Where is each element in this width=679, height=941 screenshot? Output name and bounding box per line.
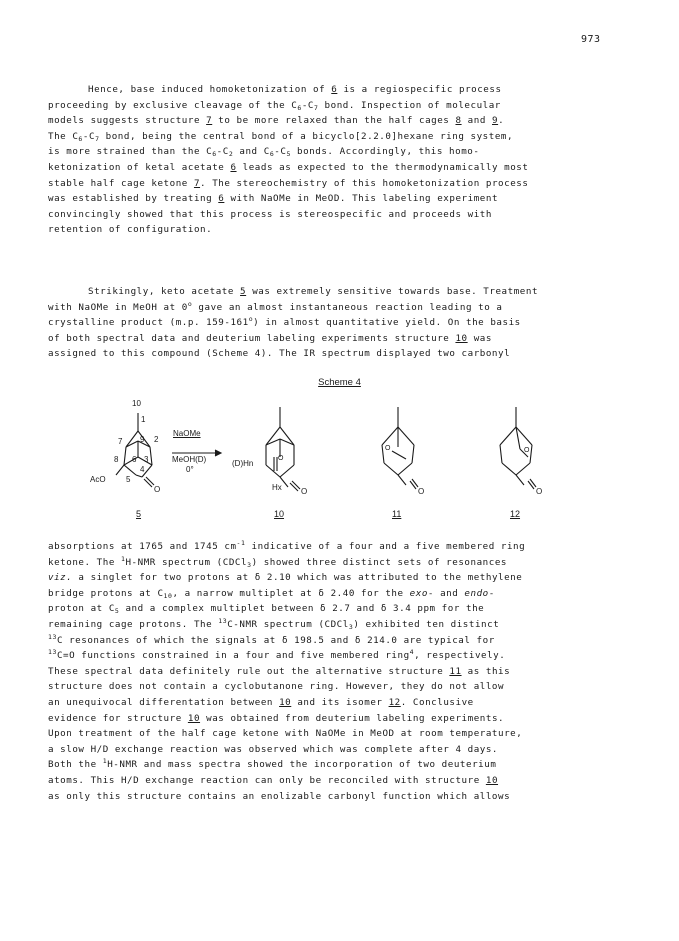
text-line: These spectral data definitely rule out the alternative structure 11 as this bbox=[48, 665, 511, 677]
text-line: Strikingly, keto acetate 5 was extremely sensitive towards base. Treatment bbox=[88, 286, 539, 297]
deuterium-label: (D)Hn bbox=[232, 459, 254, 468]
structure-5 bbox=[116, 413, 154, 487]
text-line: was established by treating 6 with NaOMe in MeOD. This labeling experiment bbox=[48, 193, 499, 205]
oxygen-label: O bbox=[301, 487, 308, 496]
text-line: a slow H/D exchange reaction was observed which was complete after 4 days. bbox=[48, 743, 499, 755]
text-line: $^{13}$C=O functions constrained in a four and five membered ring$^4$, respectively. bbox=[48, 648, 506, 662]
atom-label: 8 bbox=[114, 455, 119, 464]
structure-12 bbox=[500, 407, 536, 489]
scheme-4 bbox=[80, 395, 600, 525]
scheme-title: Scheme 4 bbox=[318, 377, 361, 388]
reagent-solvent: MeOH(D) bbox=[172, 455, 207, 464]
text-line: stable half cage ketone 7. The stereochemistry of this homoketonization process bbox=[48, 177, 529, 189]
text-line: retention of configuration. bbox=[48, 224, 213, 236]
atom-label: 7 bbox=[118, 437, 123, 446]
atom-label: 9 bbox=[140, 435, 145, 444]
text-line: $^{13}$C resonances of which the signals at δ 198.5 and δ 214.0 are typical for bbox=[48, 632, 495, 646]
paragraph-3 bbox=[48, 539, 642, 804]
atom-label: 3 bbox=[144, 455, 149, 464]
paragraph-2 bbox=[48, 284, 642, 362]
acetoxy-label: AcO bbox=[90, 475, 106, 484]
text-line: Upon treatment of the half cage ketone with NaOMe in MeOD at room temperature, bbox=[48, 728, 523, 740]
compound-number: 12 bbox=[510, 509, 521, 519]
text-line: convincingly showed that this process is stereospecific and proceeds with bbox=[48, 208, 492, 220]
text-line: viz. a singlet for two protons at δ 2.10 which was attributed to the methylene bbox=[48, 572, 523, 584]
atom-label: 2 bbox=[154, 435, 159, 444]
reagent-temperature: 0° bbox=[186, 465, 194, 474]
oxygen-label: O bbox=[418, 487, 425, 496]
paragraph-1 bbox=[48, 82, 642, 238]
text-line: models suggests structure 7 to be more relaxed than the half cages 8 and 9. bbox=[48, 115, 505, 127]
atom-label: 4 bbox=[140, 465, 145, 474]
text-line: evidence for structure 10 was obtained from deuterium labeling experiments. bbox=[48, 712, 505, 724]
scheme-structures bbox=[80, 395, 600, 525]
text-line: ketonization of ketal acetate 6 leads as expected to the thermodynamically most bbox=[48, 161, 529, 173]
oxygen-label: O bbox=[385, 445, 391, 452]
oxygen-label: O bbox=[524, 447, 530, 454]
oxygen-label: O bbox=[154, 485, 161, 494]
text-line: of both spectral data and deuterium labeling experiments structure 10 was bbox=[48, 332, 492, 344]
hydrogen-label: Hx bbox=[272, 483, 282, 492]
atom-label: 6 bbox=[132, 455, 137, 464]
text-line: with NaOMe in MeOH at 0$^o$ gave an almost instantaneous reaction leading to a bbox=[48, 299, 503, 313]
atom-label: 5 bbox=[126, 475, 131, 484]
text-line: crystalline product (m.p. 159-161$^o$) in almost quantitative yield. On the basis bbox=[48, 315, 521, 329]
page-number: 973 bbox=[581, 34, 601, 45]
compound-number: 10 bbox=[274, 509, 285, 519]
compound-number: 11 bbox=[392, 509, 402, 519]
text-line: structure does not contain a cyclobutanone ring. However, they do not allow bbox=[48, 681, 505, 693]
text-line: atoms. This H/D exchange reaction can only be reconciled with structure 10 bbox=[48, 774, 499, 786]
oxygen-label: O bbox=[278, 455, 284, 462]
text-line: proceeding by exclusive cleavage of the $C_6-C_7$ bond. Inspection of molecular bbox=[48, 99, 501, 112]
text-line: remaining cage protons. The $^{13}$C-NMR spectrum (CDCl$_3$) exhibited ten distinct bbox=[48, 616, 500, 631]
text-line: The $C_6-C_7$ bond, being the central bond of a bicyclo[2.2.0]hexane ring system, bbox=[48, 130, 514, 143]
compound-number: 5 bbox=[136, 509, 142, 519]
text-line: absorptions at 1765 and 1745 $cm^{-1}$ indicative of a four and a five membered ring bbox=[48, 539, 526, 552]
text-line: is more strained than the $C_6-C_2$ and $C_6-C_5$ bonds. Accordingly, this homo- bbox=[48, 146, 480, 159]
text-line: ketone. The $^1$H-NMR spectrum (CDCl$_3$) showed three distinct sets of resonances bbox=[48, 554, 507, 569]
text-line: bridge protons at $C_{10}$, a narrow multiplet at δ 2.40 for the exo- and endo- bbox=[48, 587, 495, 600]
structure-10 bbox=[266, 407, 300, 491]
text-line: as only this structure contains an enolizable carbonyl function which allows bbox=[48, 790, 511, 802]
text-line: assigned to this compound (Scheme 4). The IR spectrum displayed two carbonyl bbox=[48, 348, 511, 360]
oxygen-label: O bbox=[536, 487, 543, 496]
text-line: Both the $^1$H-NMR and mass spectra showed the incorporation of two deuterium bbox=[48, 757, 497, 771]
atom-label: 10 bbox=[132, 399, 141, 408]
atom-label: 1 bbox=[141, 415, 146, 424]
text-line: Hence, base induced homoketonization of 6 is a regiospecific process bbox=[88, 84, 502, 95]
reagent-base: NaOMe bbox=[173, 429, 201, 438]
text-line: proton at $C_5$ and a complex multiplet between δ 2.7 and δ 3.4 ppm for the bbox=[48, 603, 485, 616]
text-line: an unequivocal differentation between 10 and its isomer 12. Conclusive bbox=[48, 696, 474, 708]
